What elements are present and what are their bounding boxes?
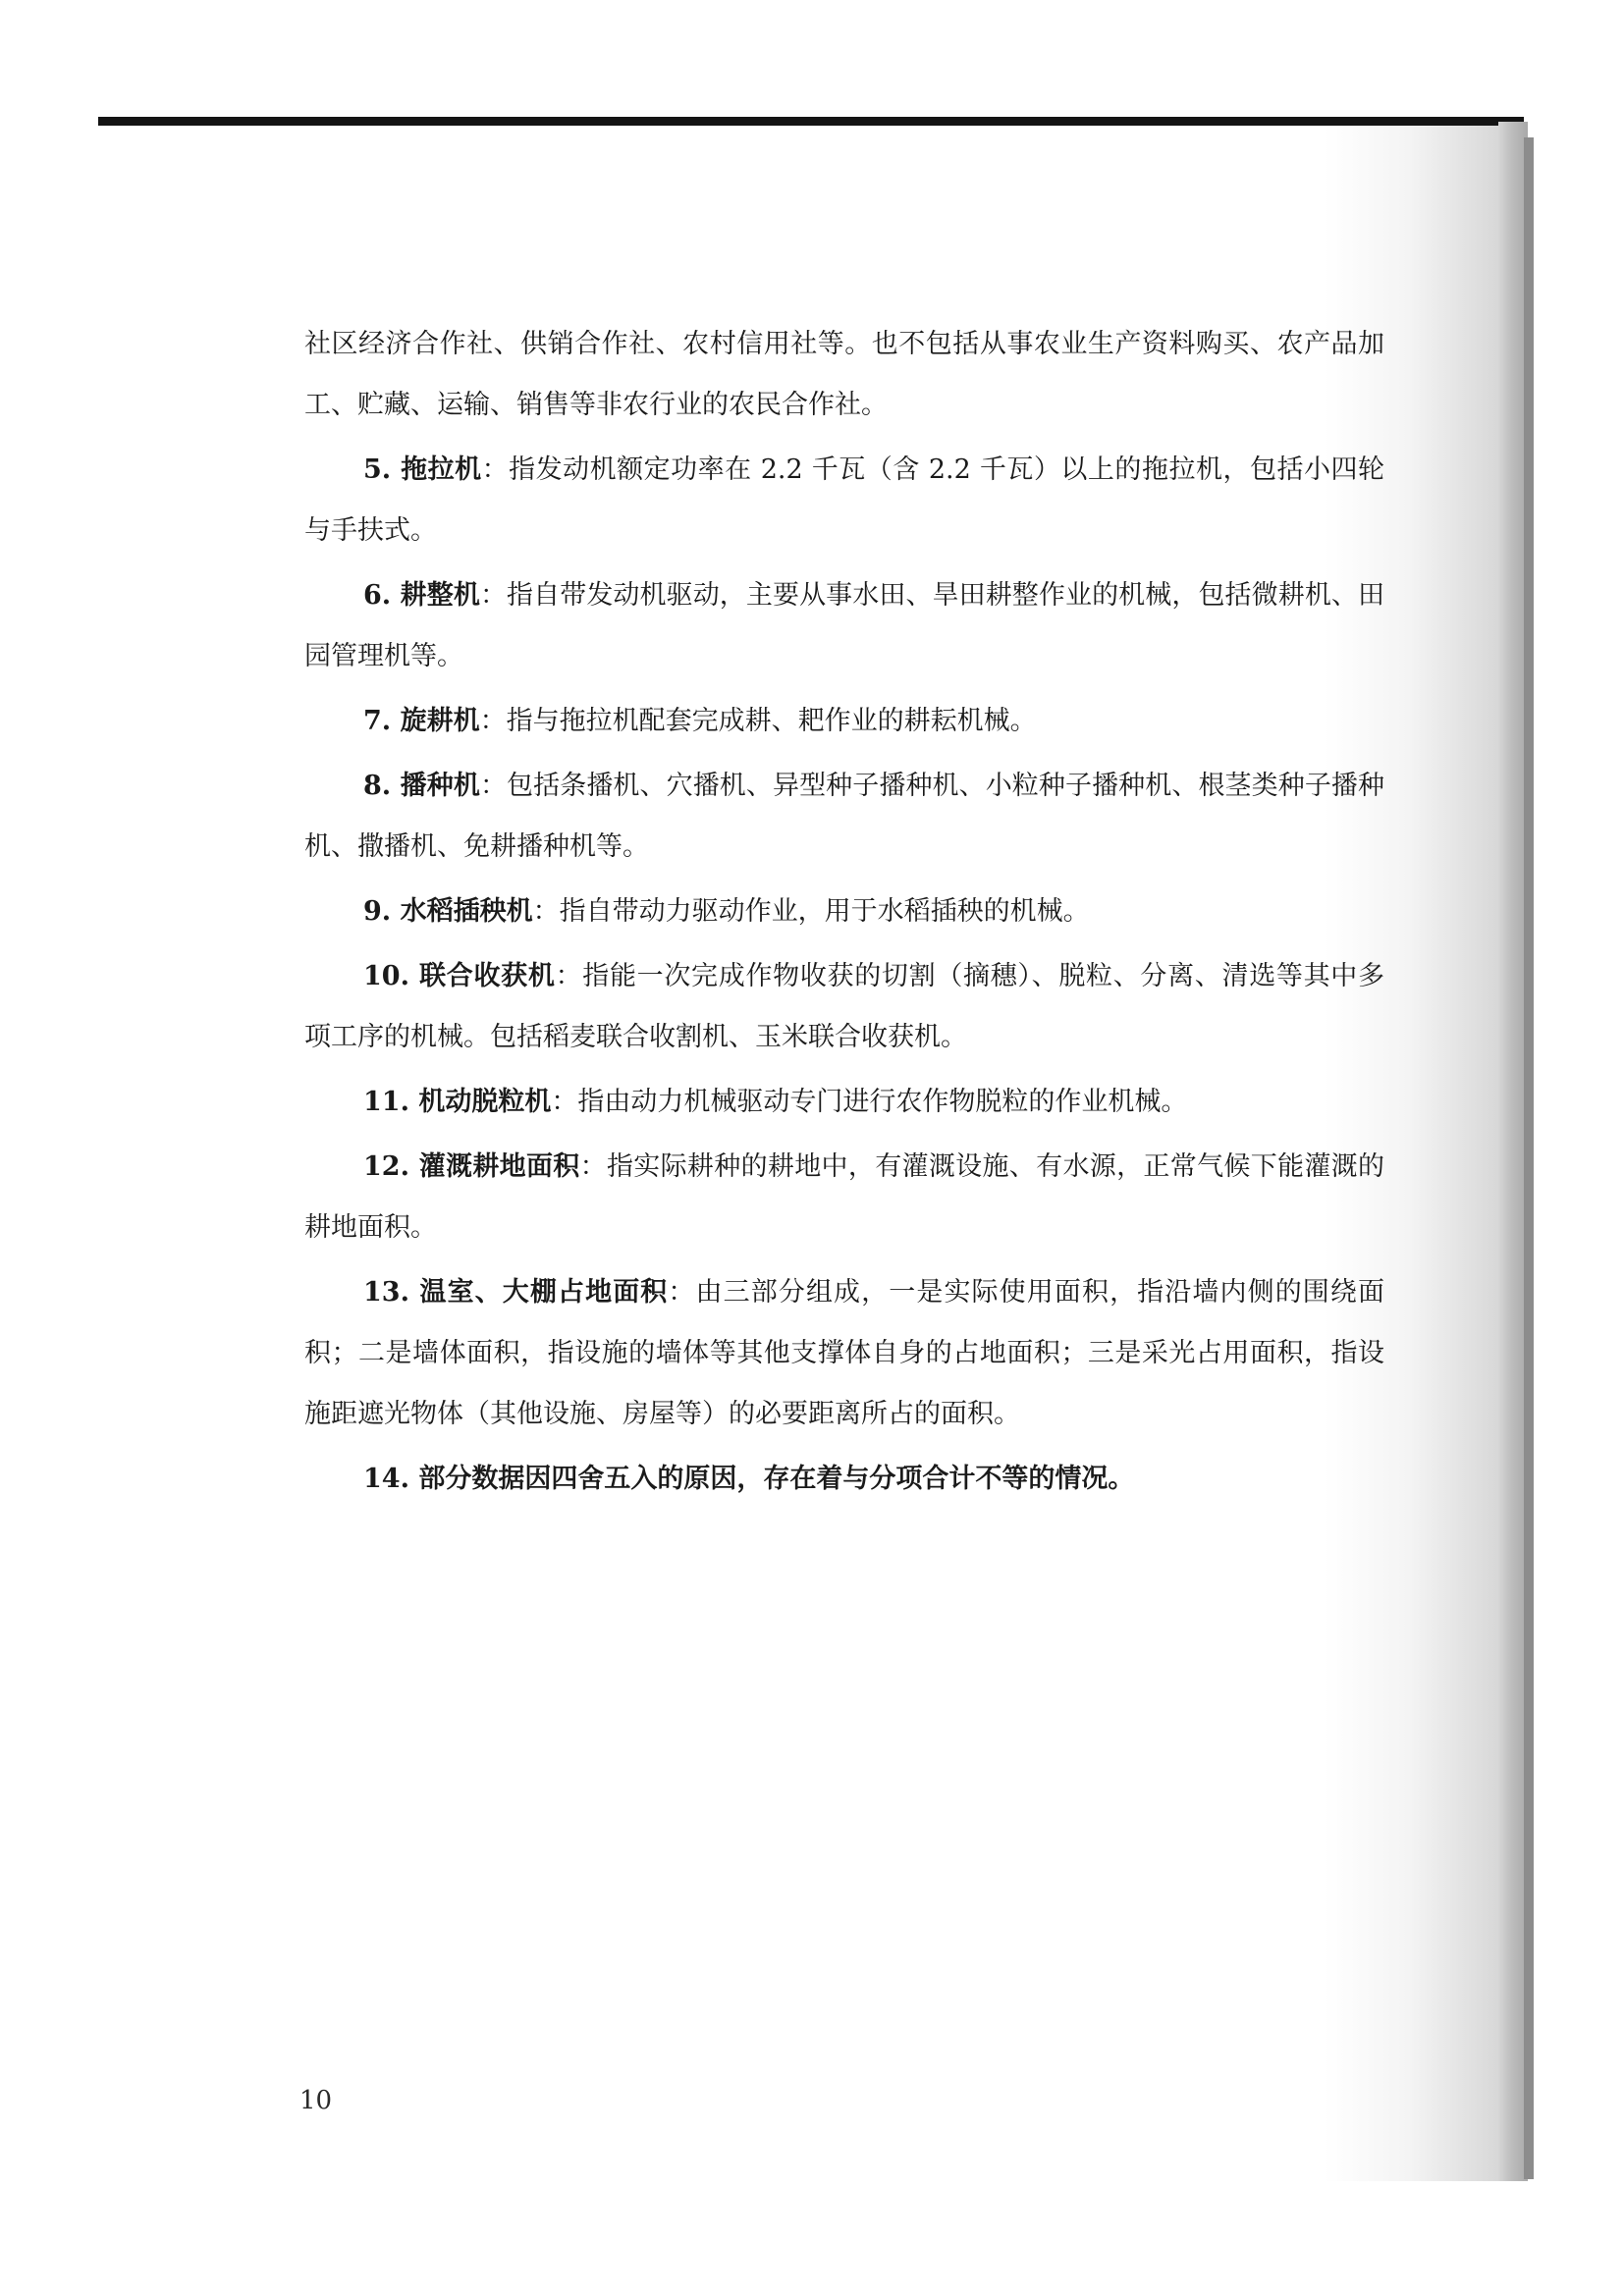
definition-term: 6. 耕整机	[363, 580, 480, 611]
note-text: 14. 部分数据因四舍五入的原因，存在着与分项合计不等的情况。	[363, 1464, 1135, 1494]
definition-term: 8. 播种机	[363, 771, 480, 801]
definition-text: ：指由动力机械驱动专门进行农作物脱粒的作业机械。	[551, 1087, 1188, 1117]
definition-term: 7. 旋耕机	[363, 706, 480, 736]
definition-tractor	[304, 440, 1384, 561]
definition-term: 12. 灌溉耕地面积	[363, 1151, 580, 1182]
definition-text: ：指发动机额定功率在 2.2 千瓦（含 2.2 千瓦）以上的拖拉机，包括小四轮与手扶式。	[304, 454, 1384, 546]
page-number: 10	[299, 2086, 333, 2115]
definition-irrigated-area	[304, 1137, 1384, 1258]
definition-seeder	[304, 756, 1384, 878]
definition-text: ：由三部分组成，一是实际使用面积，指沿墙内侧的围绕面积；二是墙体面积，指设施的墙体等其他支撑体自身的占地面积；三是采光占用面积，指设施距遮光物体（其他设施、房屋等）的必要距离所占的面积。	[304, 1277, 1385, 1429]
definition-term: 5. 拖拉机	[363, 454, 482, 485]
header-rule	[98, 117, 1524, 126]
definition-rotary-tiller	[304, 691, 1384, 752]
definition-text: ：包括条播机、穴播机、异型种子播种机、小粒种子播种机、根茎类种子播种机、撒播机、免耕播种机等。	[304, 771, 1385, 862]
binding-edge	[1524, 137, 1534, 2179]
rounding-note	[304, 1449, 1384, 1510]
definition-tillage-machine	[304, 565, 1384, 687]
paragraph-continuation	[304, 314, 1384, 436]
definition-text: ：指能一次完成作物收获的切割（摘穗）、脱粒、分离、清选等其中多项工序的机械。包括稻麦联合收割机、玉米联合收获机。	[304, 961, 1384, 1052]
definition-term: 13. 温室、大棚占地面积	[363, 1277, 669, 1308]
definition-term: 10. 联合收获机	[363, 961, 556, 991]
definition-term: 11. 机动脱粒机	[363, 1087, 552, 1117]
definition-rice-transplanter	[304, 881, 1384, 942]
paragraph-text: 社区经济合作社、供销合作社、农村信用社等。也不包括从事农业生产资料购买、农产品加工、贮藏、运输、销售等非农行业的农民合作社。	[304, 329, 1384, 420]
definition-text: ：指自带动力驱动作业，用于水稻插秧的机械。	[532, 896, 1090, 927]
document-body	[304, 314, 1384, 1514]
definition-text: ：指与拖拉机配套完成耕、耙作业的耕耘机械。	[479, 706, 1037, 736]
definition-combine-harvester	[304, 946, 1384, 1068]
definition-text: ：指自带发动机驱动，主要从事水田、旱田耕整作业的机械，包括微耕机、田园管理机等。	[304, 580, 1385, 671]
definition-term: 9. 水稻插秧机	[363, 896, 533, 927]
definition-thresher	[304, 1072, 1384, 1133]
definition-text: ：指实际耕种的耕地中，有灌溉设施、有水源，正常气候下能灌溉的耕地面积。	[304, 1151, 1385, 1243]
definition-greenhouse-area	[304, 1262, 1384, 1445]
